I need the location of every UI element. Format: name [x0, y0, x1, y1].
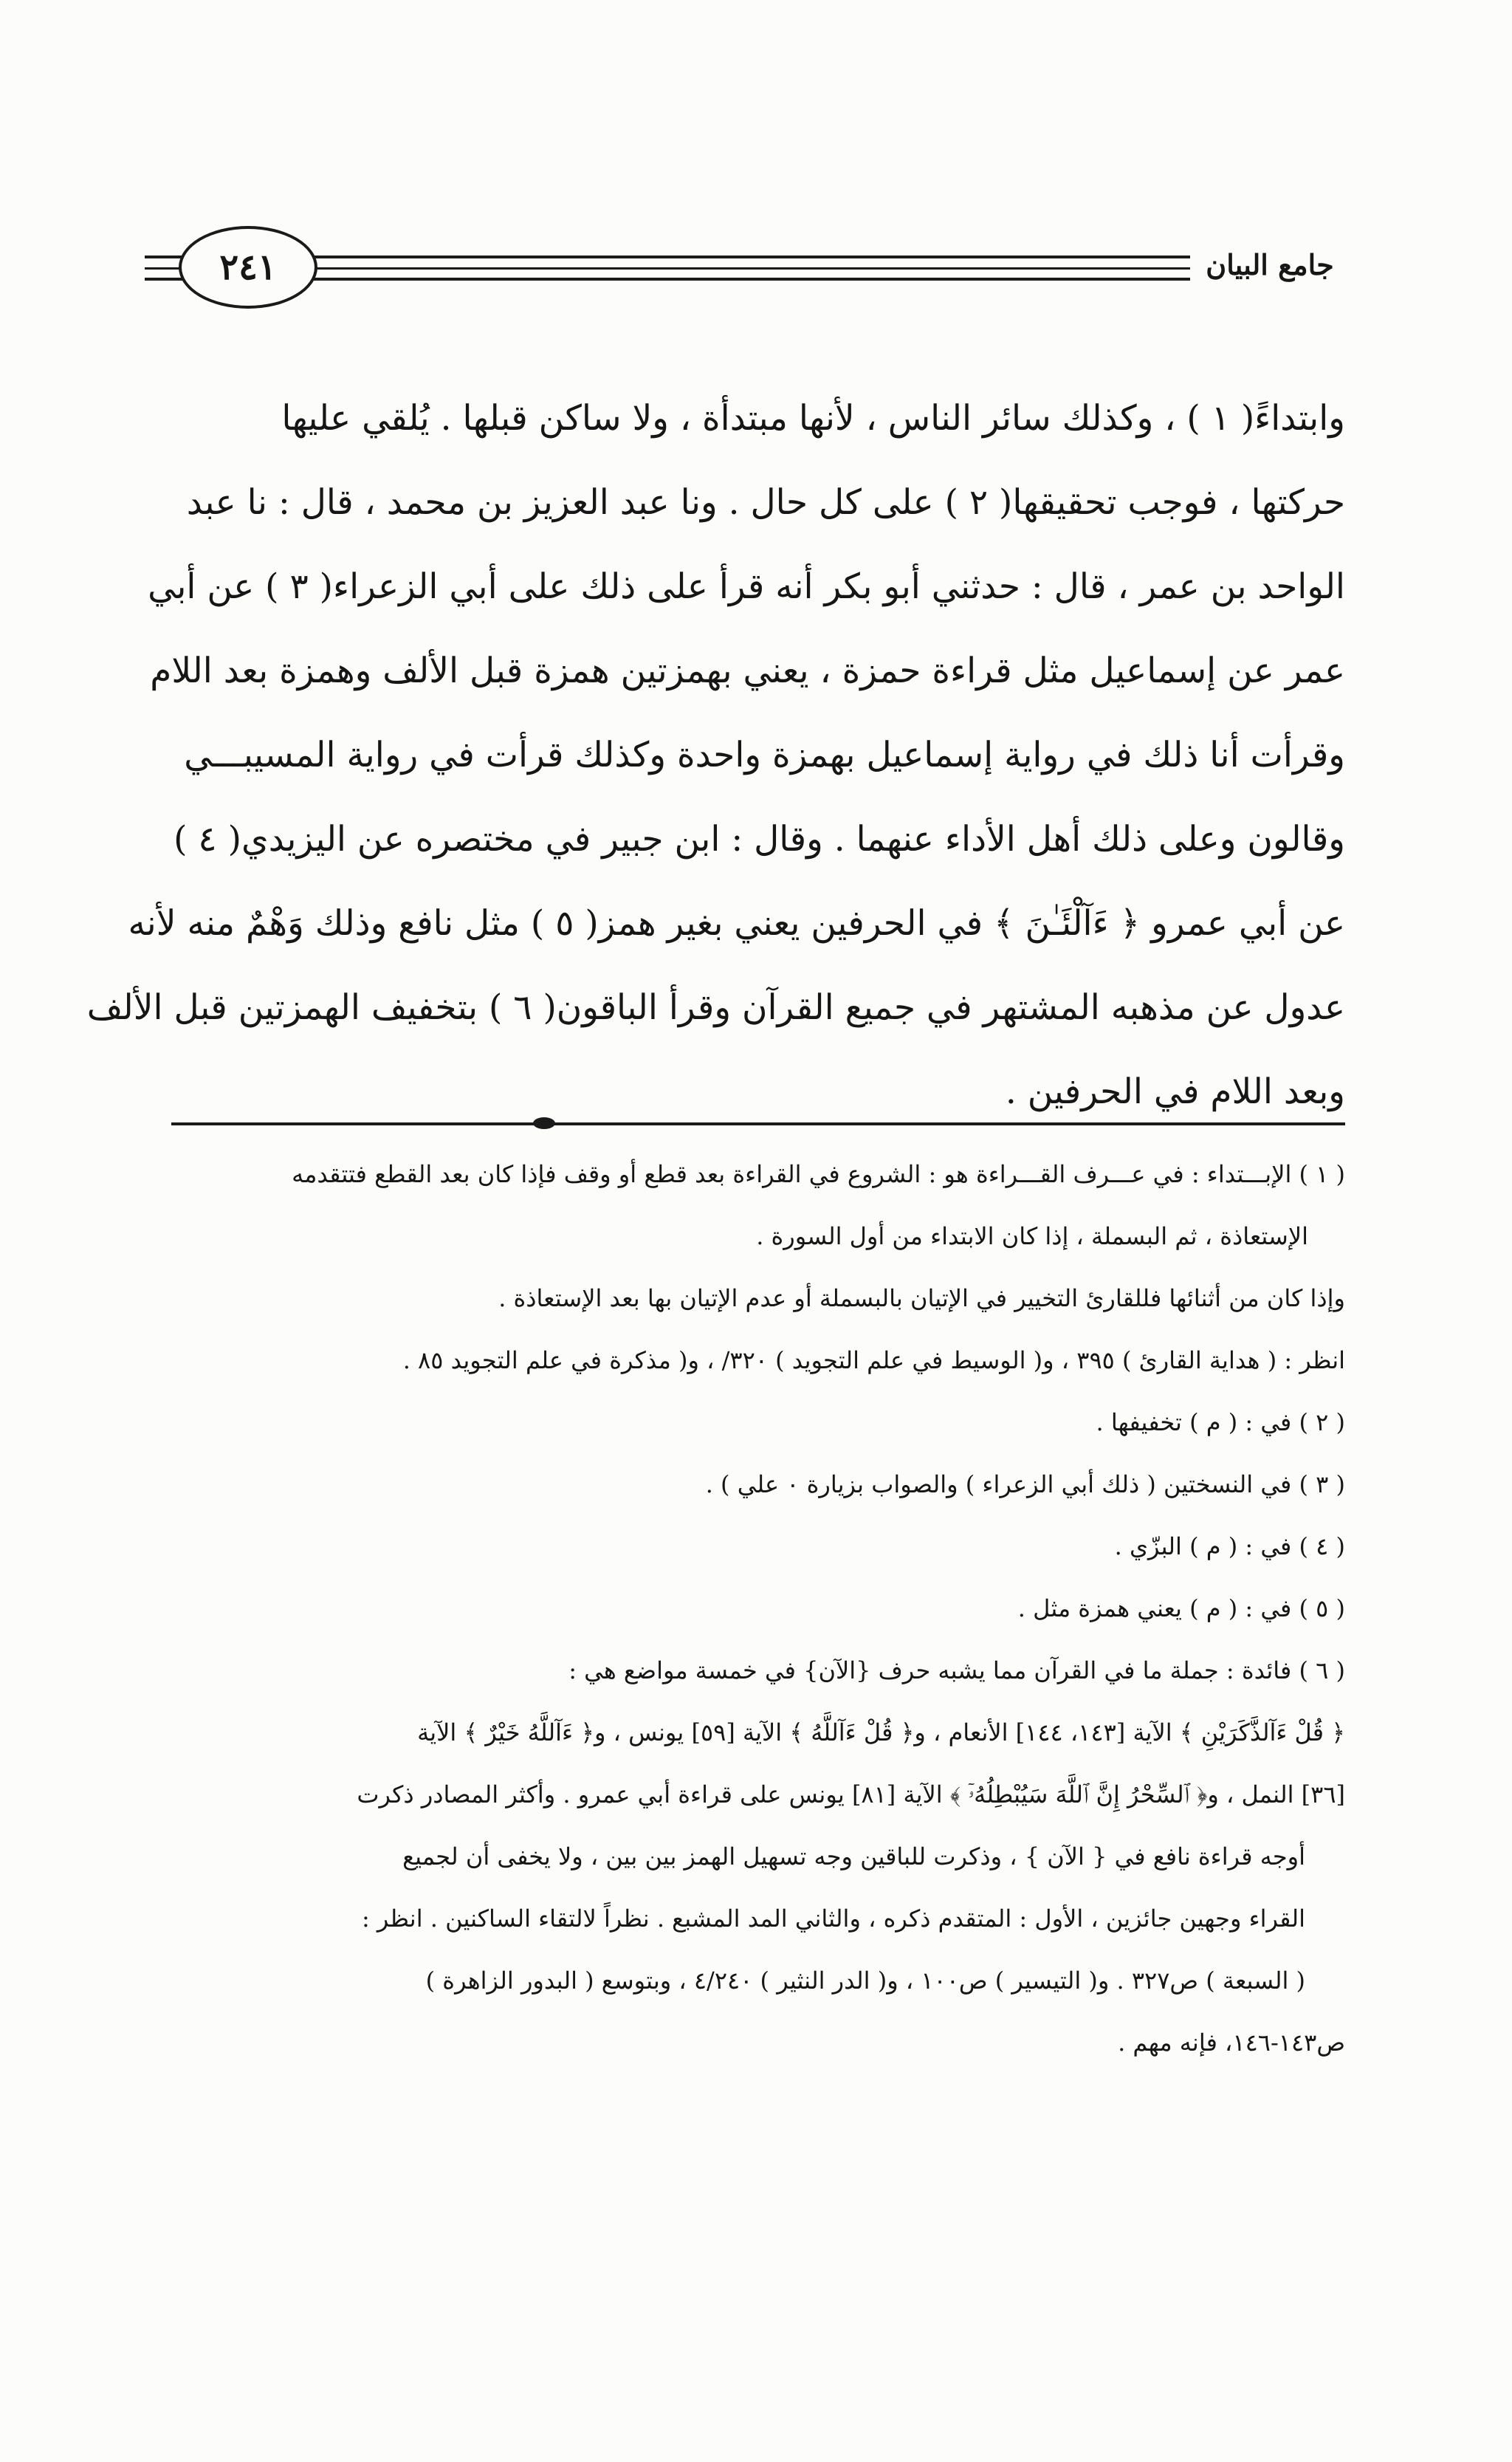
- text-line: وقرأت أنا ذلك في رواية إسماعيل بهمزة واحدة وكذلك قرأت في رواية المسيبـــي: [184, 735, 1345, 775]
- separator-ornament: [533, 1117, 555, 1129]
- footnote-line: ( ٢ ) في : ( م ) تخفيفها .: [1096, 1408, 1345, 1436]
- footnote-line: ( ٥ ) في : ( م ) يعني همزة مثل .: [1017, 1594, 1345, 1622]
- text-line: وبعد اللام في الحرفين .: [1005, 1071, 1345, 1112]
- footnote-line: ص١٤٣-١٤٦، فإنه مهم .: [1118, 2029, 1345, 2057]
- header-rule-middle: [145, 267, 1350, 270]
- text-line: وقالون وعلى ذلك أهل الأداء عنهما . وقال : ابن جبير في مختصره عن اليزيدي( ٤ ): [173, 819, 1345, 860]
- text-line: عمر عن إسماعيل مثل قراءة حمزة ، يعني بهمزتين همزة قبل الألف وهمزة بعد اللام: [150, 651, 1345, 691]
- text-line: حركتها ، فوجب تحقيقها( ٢ ) على كل حال . ونا عبد العزيز بن محمد ، قال : نا عبد: [186, 482, 1345, 523]
- footnote-line: وإذا كان من أثنائها فللقارئ التخيير في الإتيان بالبسملة أو عدم الإتيان بها بعد الإستعاذة .: [498, 1284, 1345, 1312]
- footnote-line: أوجه قراءة نافع في { الآن } ، وذكرت للباقين وجه تسهيل الهمز بين بين ، ولا يخفى أن لجميع: [402, 1842, 1305, 1870]
- text-line: عن أبي عمرو ﴿ ءَآلْئَـٰنَ ﴾ في الحرفين يعني بغير همز( ٥ ) مثل نافع وذلك وَهْمٌ منه لأنه: [128, 903, 1345, 944]
- footnotes: [171, 1143, 1345, 2074]
- main-text: [86, 377, 1345, 1134]
- footnote-line: ( ٤ ) في : ( م ) البزّي .: [1114, 1532, 1345, 1560]
- header-rule-bottom: [145, 278, 1350, 281]
- footnote-line: ( ٣ ) في النسختين ( ذلك أبي الزعراء ) والصواب بزيارة ٠ علي ) .: [705, 1470, 1345, 1498]
- footnote-line: [٣٦] النمل ، و﴿ ٱلسِّحْرُ إِنَّ ٱللَّهَ سَيُبْطِلُهُۥٓ ﴾ الآية [٨١] يونس على قراءة أبي عمرو . وأكثر المصادر ذكرت: [357, 1780, 1345, 1808]
- footnote-line: انظر : ( هداية القارئ ) ٣٩٥ ، و( الوسيط في علم التجويد ) ٣٢٠/ ، و( مذكرة في علم التجويد ٨٥ .: [402, 1346, 1345, 1374]
- text-line: وابتداءً( ١ ) ، وكذلك سائر الناس ، لأنها مبتدأة ، ولا ساكن قبلها . يُلقي عليها: [281, 398, 1345, 439]
- footnote-line: ( السبعة ) ص٣٢٧ . و( التيسير ) ص١٠٠ ، و( الدر النثير ) ٤/٢٤٠ ، وبتوسع ( البدور الزاهرة ): [425, 1966, 1305, 1995]
- text-line: الواحد بن عمر ، قال : حدثني أبو بكر أنه قرأ على ذلك على أبي الزعراء( ٣ ) عن أبي: [148, 566, 1345, 607]
- footnote-line: ( ١ ) الإبـــتداء : في عـــرف القـــراءة هو : الشروع في القراءة بعد قطع أو وقف فإذا كان بعد القطع فتتقدمه: [292, 1160, 1345, 1188]
- footnote-line: القراء وجهين جائزين ، الأول : المتقدم ذكره ، والثاني المد المشبع . نظراً لالتقاء الساكنين . انظر :: [361, 1904, 1305, 1933]
- header-rule-top: [145, 256, 1350, 258]
- footnote-line: الإستعاذة ، ثم البسملة ، إذا كان الابتداء من أول السورة .: [756, 1222, 1308, 1250]
- footnote-separator: [171, 1122, 1345, 1125]
- page-number: ٢٤١: [179, 226, 317, 309]
- running-title: جامع البيان: [1190, 235, 1350, 294]
- footnote-line: ﴿ قُلْ ءَآلذَّكَرَيْنِ ﴾ الآية [١٤٣، ١٤٤] الأنعام ، و﴿ قُلْ ءَآللَّهُ ﴾ الآية [٥٩] يونس ، و﴿ ءَآللَّهُ خَيْرٌ ﴾ الآية: [417, 1718, 1345, 1746]
- text-line: عدول عن مذهبه المشتهر في جميع القرآن وقرأ الباقون( ٦ ) بتخفيف الهمزتين قبل الألف: [86, 987, 1345, 1028]
- footnote-line: ( ٦ ) فائدة : جملة ما في القرآن مما يشبه حرف {الآن} في خمسة مواضع هي :: [568, 1656, 1345, 1684]
